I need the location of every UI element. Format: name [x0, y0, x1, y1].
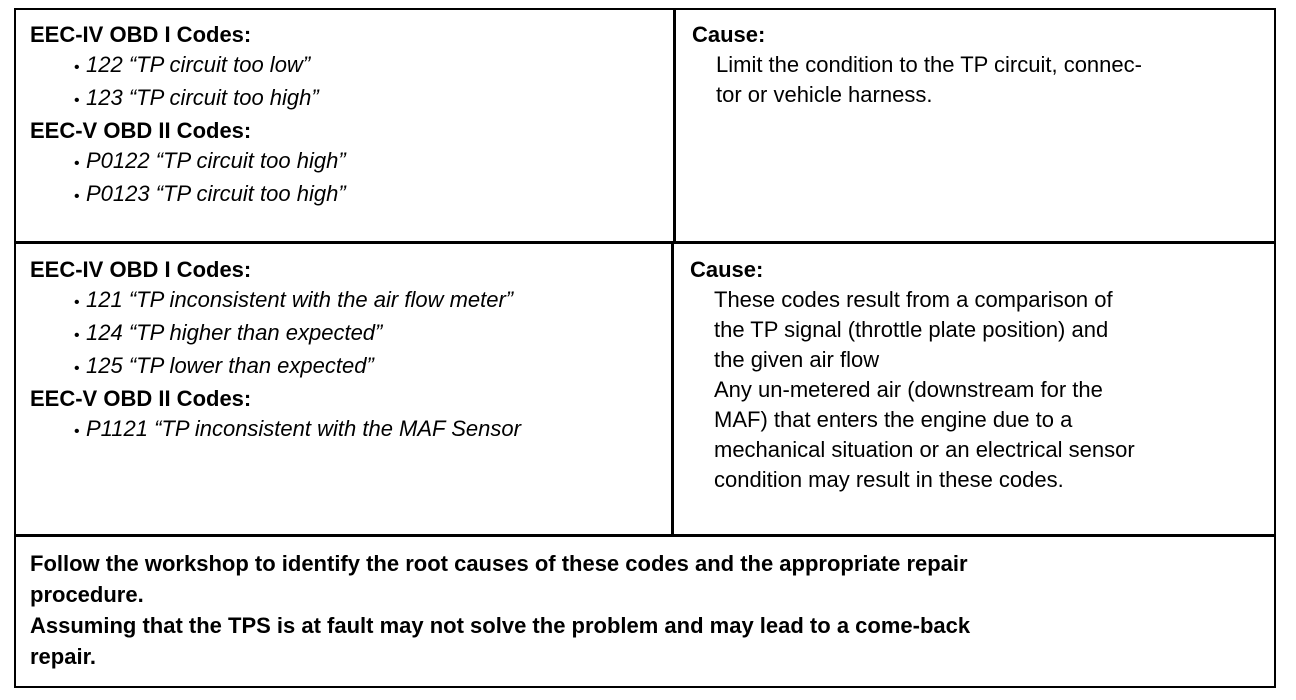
- cause-line: the given air flow: [714, 347, 880, 372]
- code-item: • P0123 “TP circuit too high”: [74, 179, 670, 212]
- code-item: • P0122 “TP circuit too high”: [74, 146, 670, 179]
- note-line: Follow the workshop to identify the root causes of these codes and the appropriate repair: [30, 551, 968, 576]
- bullet-icon: •: [74, 327, 80, 344]
- code-item: • 122 “TP circuit too low”: [74, 50, 670, 83]
- bullet-icon: •: [74, 59, 80, 76]
- row-divider-1: [16, 241, 1274, 244]
- obd2-heading: EEC-V OBD II Codes:: [30, 386, 252, 411]
- obd1-code-list: [30, 50, 670, 116]
- code-item: • 124 “TP higher than expected”: [74, 318, 670, 351]
- bullet-icon: •: [74, 92, 80, 109]
- workshop-note-cell: [30, 548, 1265, 672]
- obd1-heading: EEC-IV OBD I Codes:: [30, 257, 252, 282]
- code-item: • 121 “TP inconsistent with the air flow meter”: [74, 285, 670, 318]
- obd2-code-list: [30, 146, 670, 212]
- code-item: • 125 “TP lower than expected”: [74, 351, 670, 384]
- code-item: • P1121 “TP inconsistent with the MAF Sensor: [74, 414, 670, 447]
- row2-codes-cell: [30, 255, 670, 447]
- bullet-icon: •: [74, 360, 80, 377]
- obd2-code-list: [30, 414, 670, 447]
- note-line: repair.: [30, 644, 97, 669]
- codes-table: [14, 8, 1276, 688]
- cause-heading: Cause:: [692, 22, 766, 47]
- cause-line: These codes result from a comparison of: [714, 287, 1113, 312]
- cause-line: mechanical situation or an electrical sensor: [714, 437, 1135, 462]
- column-divider-2: [671, 243, 674, 535]
- note-line: procedure.: [30, 582, 144, 607]
- row-divider-2: [16, 534, 1274, 537]
- cause-line: Any un-metered air (downstream for the: [714, 377, 1103, 402]
- cause-line: condition may result in these codes.: [714, 467, 1064, 492]
- row1-codes-cell: [30, 20, 670, 212]
- note-line: Assuming that the TPS is at fault may not solve the problem and may lead to a come-back: [30, 613, 971, 638]
- obd1-heading: EEC-IV OBD I Codes:: [30, 22, 252, 47]
- code-item: • 123 “TP circuit too high”: [74, 83, 670, 116]
- row2-cause-cell: [690, 255, 1265, 495]
- cause-line: Limit the condition to the TP circuit, connec-: [716, 52, 1142, 77]
- bullet-icon: •: [74, 423, 80, 440]
- cause-line: tor or vehicle harness.: [716, 82, 933, 107]
- row1-cause-cell: [692, 20, 1262, 110]
- bullet-icon: •: [74, 188, 80, 205]
- cause-line: the TP signal (throttle plate position) and: [714, 317, 1109, 342]
- obd2-heading: EEC-V OBD II Codes:: [30, 118, 252, 143]
- bullet-icon: •: [74, 294, 80, 311]
- cause-line: MAF) that enters the engine due to a: [714, 407, 1073, 432]
- cause-heading: Cause:: [690, 257, 764, 282]
- bullet-icon: •: [74, 155, 80, 172]
- obd1-code-list: [30, 285, 670, 384]
- column-divider-1: [673, 10, 676, 242]
